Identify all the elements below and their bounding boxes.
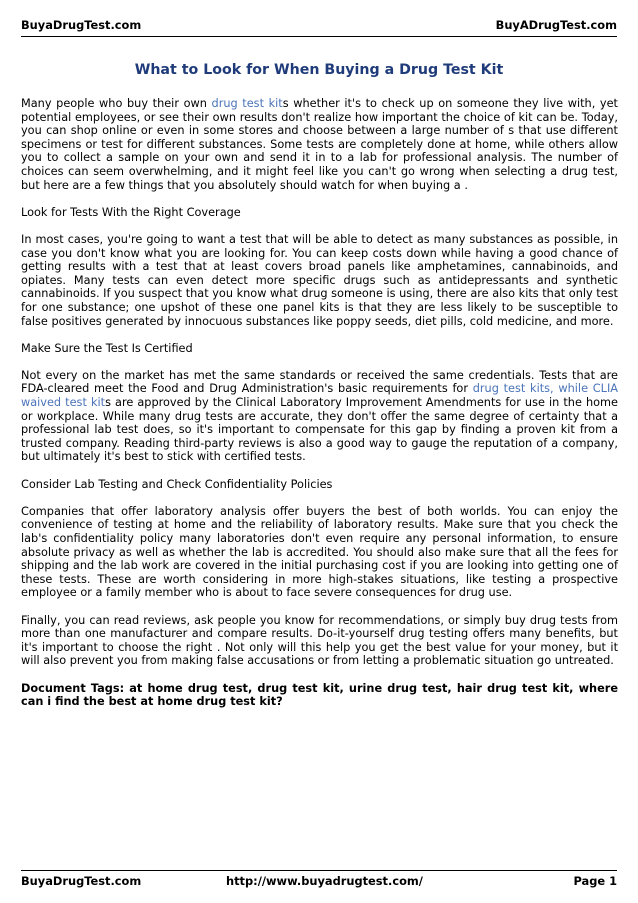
- footer-site: BuyaDrugTest.com: [21, 874, 142, 888]
- page-footer: [21, 874, 617, 890]
- section-lab-body: Companies that offer laboratory analysis offer buyers the best of both worlds. You can enjoy the convenience of testing at home and the reliability of laboratory results. Make sure that you check the lab's confidentiality policy many laboratories don't even require any personal information, to ensure absolute privacy as well as whether the lab is accredited. You should also make sure that all the fees for shipping and the lab work are covered in the initial purchasing cost if you are looking into getting one of these tests. These are worth considering in more high-stakes situations, like testing a prospective employee or a family member who is about to face severe consequences for drug use.: [21, 504, 618, 600]
- clia-waived-link[interactable]: drug test kits, while CLIA waived test kit: [21, 382, 619, 410]
- document-tags: Document Tags: at home drug test, drug test kit, urine drug test, hair drug test kit, where can i find the best at home drug test kit?: [21, 681, 618, 709]
- intro-text-rest: s whether it's to check up on someone they live with, yet potential employees, or see their own results don't realize how important the choice of kit can be. Today, you can shop online or even in some stores and choose between a large number of s that use different specimens or test for different substances. Some tests are completely done at home, while others allow you to collect a sample on your own and send it in to a lab for professional analysis. The number of choices can seem overwhelming, and it might feel like you can't go wrong when selecting a drug test, but here are a few things that you absolutely should watch for when buying a .: [21, 97, 618, 192]
- header-divider: [21, 36, 617, 37]
- certified-text-rest: s are approved by the Clinical Laboratory Improvement Amendments for use in the home or workplace. While many drug tests are accurate, they don't offer the same degree of certainty that a professional lab test does, so it's important to compensate for this gap by finding a proven kit from a trusted company. Reading third-party reviews is also a good way to gauge the reputation of a company, but ultimately it's best to stick with certified tests.: [21, 396, 618, 464]
- footer-divider: [21, 870, 617, 871]
- section-coverage-body: In most cases, you're going to want a test that will be able to detect as many substances as possible, in case you don't know what you are looking for. You can keep costs down while having a good chance of getting results with a test that at least covers broad panels like amphetamines, cannabinoids, and opiates. Many tests can even detect more specific drugs such as antidepressants and synthetic cannabinoids. If you suspect that you know what drug someone is using, there are also kits that only test for one substance; one upshot of these one panel kits is that they are less likely to be susceptible to false positives generated by innocuous substances like poppy seeds, diet pills, cold medicine, and more.: [21, 232, 618, 328]
- section-certified-heading: Make Sure the Test Is Certified: [21, 341, 193, 355]
- section-lab-heading: Consider Lab Testing and Check Confidentiality Policies: [21, 477, 333, 491]
- intro-paragraph: [21, 97, 618, 192]
- page-number: Page 1: [573, 874, 617, 888]
- document-title: What to Look for When Buying a Drug Test Kit: [134, 62, 504, 78]
- document-body: [21, 97, 618, 722]
- drug-test-kit-link[interactable]: drug test kit: [211, 97, 283, 110]
- footer-url-link[interactable]: http://www.buyadrugtest.com/: [226, 874, 423, 888]
- header-site-left: BuyaDrugTest.com: [21, 18, 142, 32]
- section-coverage-heading: Look for Tests With the Right Coverage: [21, 205, 241, 219]
- section-certified-body: [21, 369, 618, 464]
- certified-text-start: Not every on the market has met the same standards or received the same credentials. Tests that are FDA-cleared meet the Food and Drug Administration's basic requirements for: [21, 368, 618, 396]
- page-header: [21, 14, 617, 32]
- intro-text-start: Many people who buy their own: [21, 97, 212, 110]
- closing-paragraph: Finally, you can read reviews, ask people you know for recommendations, or simply buy drug tests from more than one manufacturer and compare results. Do-it-yourself drug testing offers many benefits, but it's important to choose the right . Not only will this help you get the best value for your money, but it will also prevent you from making false accusations or from letting a problematic situation go untreated.: [21, 613, 618, 668]
- header-site-right: BuyADrugTest.com: [495, 18, 617, 32]
